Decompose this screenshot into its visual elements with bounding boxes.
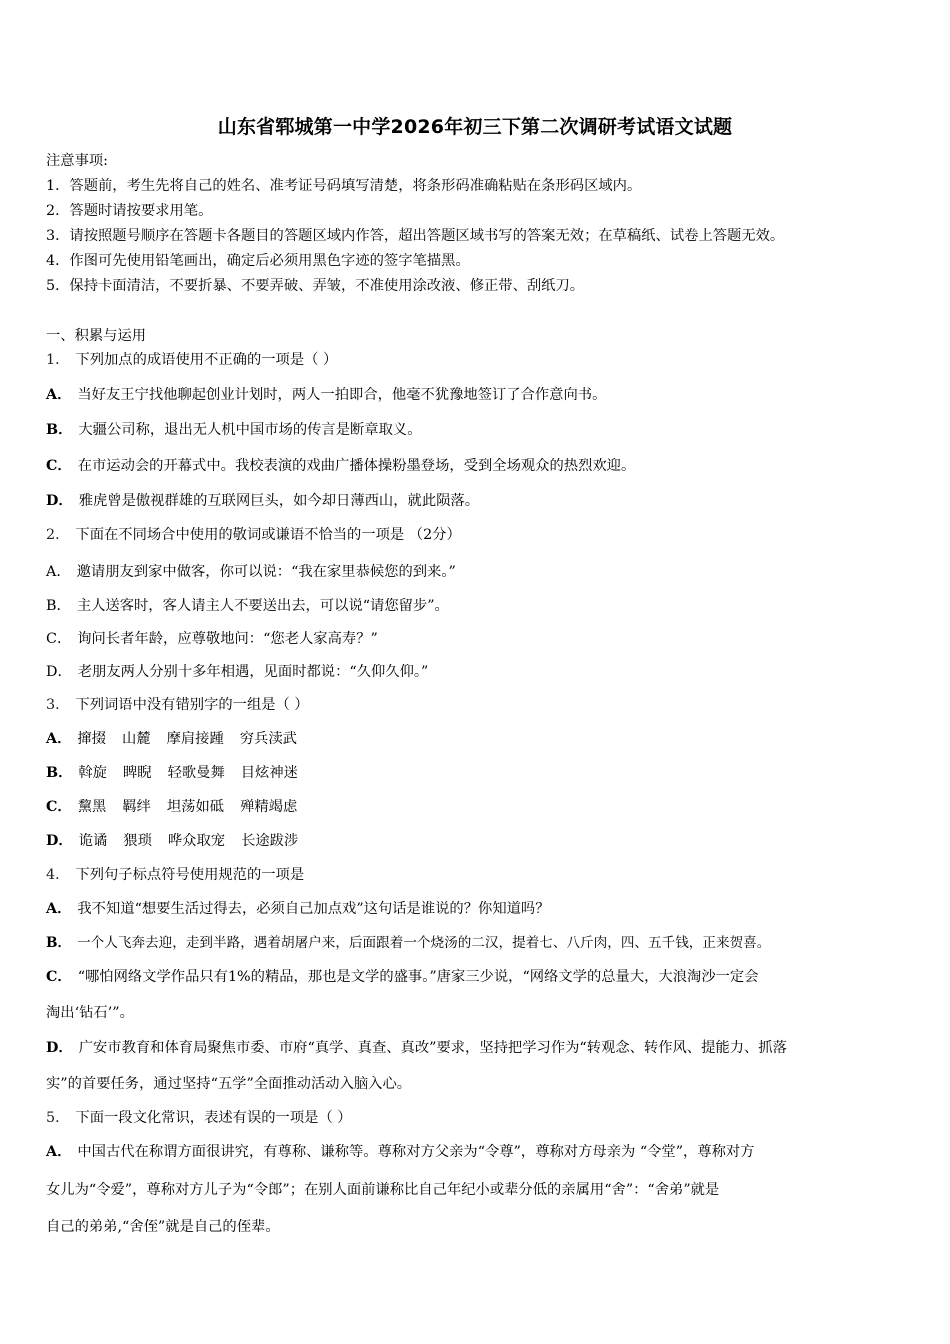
notice-item: 1．答题前，考生先将自己的姓名、准考证号码填写清楚，将条形码准确粘贴在条形码区域内。 xyxy=(46,178,642,194)
option-word: 黧黑 xyxy=(77,799,107,815)
option-word: 目炫神迷 xyxy=(240,765,298,781)
q4-option-c xyxy=(46,967,759,987)
option-label: C． xyxy=(46,969,72,985)
question-number: 5． xyxy=(46,1110,70,1126)
q3-option-d xyxy=(46,831,314,851)
question-number: 2． xyxy=(46,527,70,543)
option-label: B． xyxy=(46,765,73,781)
question-number: 3． xyxy=(46,697,70,713)
q1-option-a xyxy=(46,385,606,405)
notice-item: 4．作图可先使用铅笔画出，确定后必须用黑色字迹的签字笔描黑。 xyxy=(46,253,470,269)
notice-item: 2．答题时请按要求用笔。 xyxy=(46,203,213,219)
option-label: D． xyxy=(46,1040,73,1056)
question-text: 下列词语中没有错别字的一组是（ ） xyxy=(75,697,309,713)
q4-option-b xyxy=(46,933,770,953)
question-text: 下列加点的成语使用不正确的一项是（ ） xyxy=(75,352,338,368)
question-text: 下面一段文化常识，表述有误的一项是（ ） xyxy=(75,1110,352,1126)
question-3-stem xyxy=(46,695,309,715)
page-title: 山东省郓城第一中学2026年初三下第二次调研考试语文试题 xyxy=(217,116,733,138)
q2-option-a xyxy=(46,562,456,582)
option-word: 撺掇 xyxy=(77,731,106,747)
question-1-stem xyxy=(46,350,337,370)
option-label: A． xyxy=(46,901,72,917)
option-text: 雅虎曾是傲视群雄的互联网巨头，如今却日薄西山，就此陨落。 xyxy=(78,493,480,509)
option-word: 长途跋涉 xyxy=(241,833,299,849)
option-word: 哗众取宠 xyxy=(167,833,226,849)
option-text: 询问长者年龄，应尊敬地问：“您老人家高寿？” xyxy=(77,631,378,647)
option-text: 中国古代在称谓方面很讲究，有尊称、谦称等。尊称对方父亲为“令尊”，尊称对方母亲为 “令堂”，尊称对方 xyxy=(77,1144,755,1160)
q4-option-a xyxy=(46,899,550,919)
option-text: 老朋友两人分别十多年相遇，见面时都说：“久仰久仰。” xyxy=(77,664,429,680)
option-label: A． xyxy=(46,387,72,403)
q3-option-c xyxy=(46,797,313,817)
q2-option-d xyxy=(46,662,428,682)
option-label: C． xyxy=(46,458,72,474)
notice-heading: 注意事项: xyxy=(46,153,109,169)
q2-option-c xyxy=(46,629,378,649)
option-word: 坦荡如砥 xyxy=(166,799,225,815)
q4-option-d-continued: 实”的首要任务，通过坚持“五学”全面推动活动入脑入心。 xyxy=(46,1076,412,1092)
option-word: 摩肩接踵 xyxy=(166,731,224,747)
q5-option-a-continued: 女儿为“令爱”，尊称对方儿子为“令郎”；在别人面前谦称比自己年纪小或辈分低的亲属用“舍”：“舍弟”就是 xyxy=(46,1182,720,1198)
question-number: 1． xyxy=(46,352,70,368)
option-word: 羁绊 xyxy=(122,799,151,815)
question-4-stem xyxy=(46,865,304,885)
q5-option-a xyxy=(46,1142,755,1162)
option-label: B． xyxy=(46,935,72,951)
option-word: 猥琐 xyxy=(123,833,152,849)
q5-option-a-continued: 自己的弟弟,“舍侄”就是自己的侄辈。 xyxy=(46,1219,280,1235)
notice-item: 5．保持卡面清洁，不要折暴、不要弄破、弄皱，不准使用涂改液、修正带、刮纸刀。 xyxy=(46,278,585,294)
q1-option-c xyxy=(46,456,635,476)
option-text: “哪怕网络文学作品只有1%的精品，那也是文学的盛事。”唐家三少说，“网络文学的总量大，大浪淘沙一定会 xyxy=(77,969,759,985)
question-text: 下列句子标点符号使用规范的一项是 xyxy=(75,867,305,883)
option-text: 邀请朋友到家中做客，你可以说：“我在家里恭候您的到来。” xyxy=(76,564,456,580)
q4-option-c-continued: 淘出‘钻石’”。 xyxy=(46,1005,134,1021)
option-text: 在市运动会的开幕式中。我校表演的戏曲广播体操粉墨登场，受到全场观众的热烈欢迎。 xyxy=(77,458,636,474)
option-text: 一个人飞奔去迎，走到半路，遇着胡屠户来，后面跟着一个烧汤的二汉，提着七、八斤肉，四、五千钱，正来贺喜。 xyxy=(77,935,771,951)
option-word: 诡谲 xyxy=(78,833,108,849)
option-text: 主人送客时，客人请主人不要送出去，可以说“请您留步”。 xyxy=(76,598,449,614)
option-word: 山麓 xyxy=(121,731,151,747)
option-label: C． xyxy=(46,799,72,815)
option-text: 当好友王宁找他聊起创业计划时，两人一拍即合，他毫不犹豫地签订了合作意向书。 xyxy=(77,387,607,403)
option-word: 轻歌曼舞 xyxy=(167,765,225,781)
option-label: D． xyxy=(46,493,73,509)
option-word: 殚精竭虑 xyxy=(240,799,298,815)
option-word: 斡旋 xyxy=(78,765,107,781)
q4-option-d xyxy=(46,1038,787,1058)
question-text: 下面在不同场合中使用的敬词或谦语不恰当的一项是 （2分） xyxy=(75,527,461,543)
option-label: D． xyxy=(46,664,72,680)
option-label: A． xyxy=(46,1144,72,1160)
option-label: B． xyxy=(46,598,71,614)
q2-option-b xyxy=(46,596,449,616)
question-number: 4． xyxy=(46,867,70,883)
option-label: A． xyxy=(46,731,72,747)
question-2-stem xyxy=(46,525,461,545)
option-word: 睥睨 xyxy=(122,765,152,781)
option-label: C． xyxy=(46,631,72,647)
question-5-stem xyxy=(46,1108,352,1128)
notice-item: 3．请按照题号顺序在答题卡各题目的答题区域内作答，超出答题区域书写的答案无效；在草稿纸、试卷上答题无效。 xyxy=(46,228,785,244)
q1-option-b xyxy=(46,420,422,440)
option-text: 大疆公司称，退出无人机中国市场的传言是断章取义。 xyxy=(78,422,422,438)
q3-option-a xyxy=(46,729,313,749)
section-heading: 一、积累与运用 xyxy=(46,328,147,344)
option-text: 我不知道“想要生活过得去，必须自己加点戏”这句话是谁说的？你知道吗？ xyxy=(77,901,550,917)
option-label: D． xyxy=(46,833,73,849)
option-word: 穷兵渎武 xyxy=(239,731,297,747)
option-label: A． xyxy=(46,564,71,580)
q1-option-d xyxy=(46,491,479,511)
option-text: 广安市教育和体育局聚焦市委、市府“真学、真查、真改”要求，坚持把学习作为“转观念、转作风、提能力、抓落 xyxy=(78,1040,787,1056)
option-label: B． xyxy=(46,422,73,438)
q3-option-b xyxy=(46,763,314,783)
